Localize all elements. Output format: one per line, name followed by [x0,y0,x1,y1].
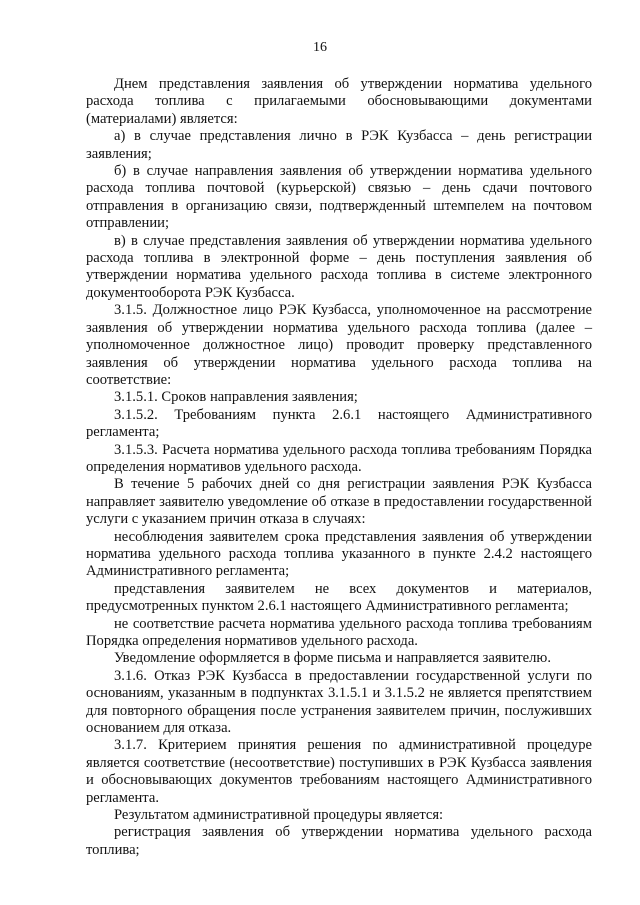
paragraph-refusal-reason-2: представления заявителем не всех документов и материалов, предусмотренных пунктом 2.6.1 настоящего Административного регламента; [86,580,592,615]
paragraph-item-b: б) в случае направления заявления об утверждении норматива удельного расхода топлива почтовой (курьерской) связью – день сдачи почтового отправления в организацию связи, подтвержденный штемпелем на почтовом отправлении; [86,163,592,232]
page-number: 16 [313,40,327,55]
paragraph-result-registration: регистрация заявления об утверждении норматива удельного расхода топлива; [86,824,592,858]
paragraph-3-1-7: 3.1.7. Критерием принятия решения по административной процедуре является соответствие (несоответствие) поступивших в РЭК Кузбасса заявления и обосновывающих документов требованиям настоящего Административного регламента. [86,737,592,806]
paragraph-3-1-5: 3.1.5. Должностное лицо РЭК Кузбасса, уполномоченное на рассмотрение заявления об утверждении норматива удельного расхода топлива (далее – уполномоченное должностное лицо) проводит проверку представленного заявления об утверждении норматива удельного расхода топлива на соответствие: [86,302,592,388]
paragraph-result-heading: Результатом административной процедуры является: [114,807,444,824]
paragraph-submission-date: Днем представления заявления об утверждении норматива удельного расхода топлива с прилагаемыми обосновывающими документами (материалами) является: [86,76,592,127]
paragraph-refusal-reason-1: несоблюдения заявителем срока представления заявления об утверждении норматива удельного расхода топлива указанного в пункте 2.4.2 настоящего Административного регламента; [86,528,592,580]
paragraph-3-1-6: 3.1.6. Отказ РЭК Кузбасса в предоставлении государственной услуги по основаниям, указанным в подпунктах 3.1.5.1 и 3.1.5.2 не является препятствием для повторного обращения после устранения заявителем причин, послуживших основанием для отказа. [86,667,592,737]
document-body [86,76,592,859]
paragraph-refusal-reason-3: не соответствие расчета норматива удельного расхода топлива требованиям Порядка определения нормативов удельного расхода. [86,615,592,649]
paragraph-refusal-notice: В течение 5 рабочих дней со дня регистрации заявления РЭК Кузбасса направляет заявителю уведомление об отказе в предоставлении государственной услуги с указанием причин отказа в случаях: [86,476,592,528]
paragraph-item-a: а) в случае представления лично в РЭК Кузбасса – день регистрации заявления; [86,128,592,162]
paragraph-3-1-5-1: 3.1.5.1. Сроков направления заявления; [114,389,358,406]
paragraph-item-v: в) в случае представления заявления об утверждении норматива удельного расхода топлива в электронной форме – день поступления заявления об утверждении норматива удельного расхода топлива в системе электронного документооборота РЭК Кузбасса. [86,232,592,301]
paragraph-3-1-5-3: 3.1.5.3. Расчета норматива удельного расхода топлива требованиям Порядка определения нормативов удельного расхода. [86,441,592,475]
paragraph-3-1-5-2: 3.1.5.2. Требованиям пункта 2.6.1 настоящего Административного регламента; [86,406,592,441]
paragraph-notice-form: Уведомление оформляется в форме письма и направляется заявителю. [114,650,551,667]
